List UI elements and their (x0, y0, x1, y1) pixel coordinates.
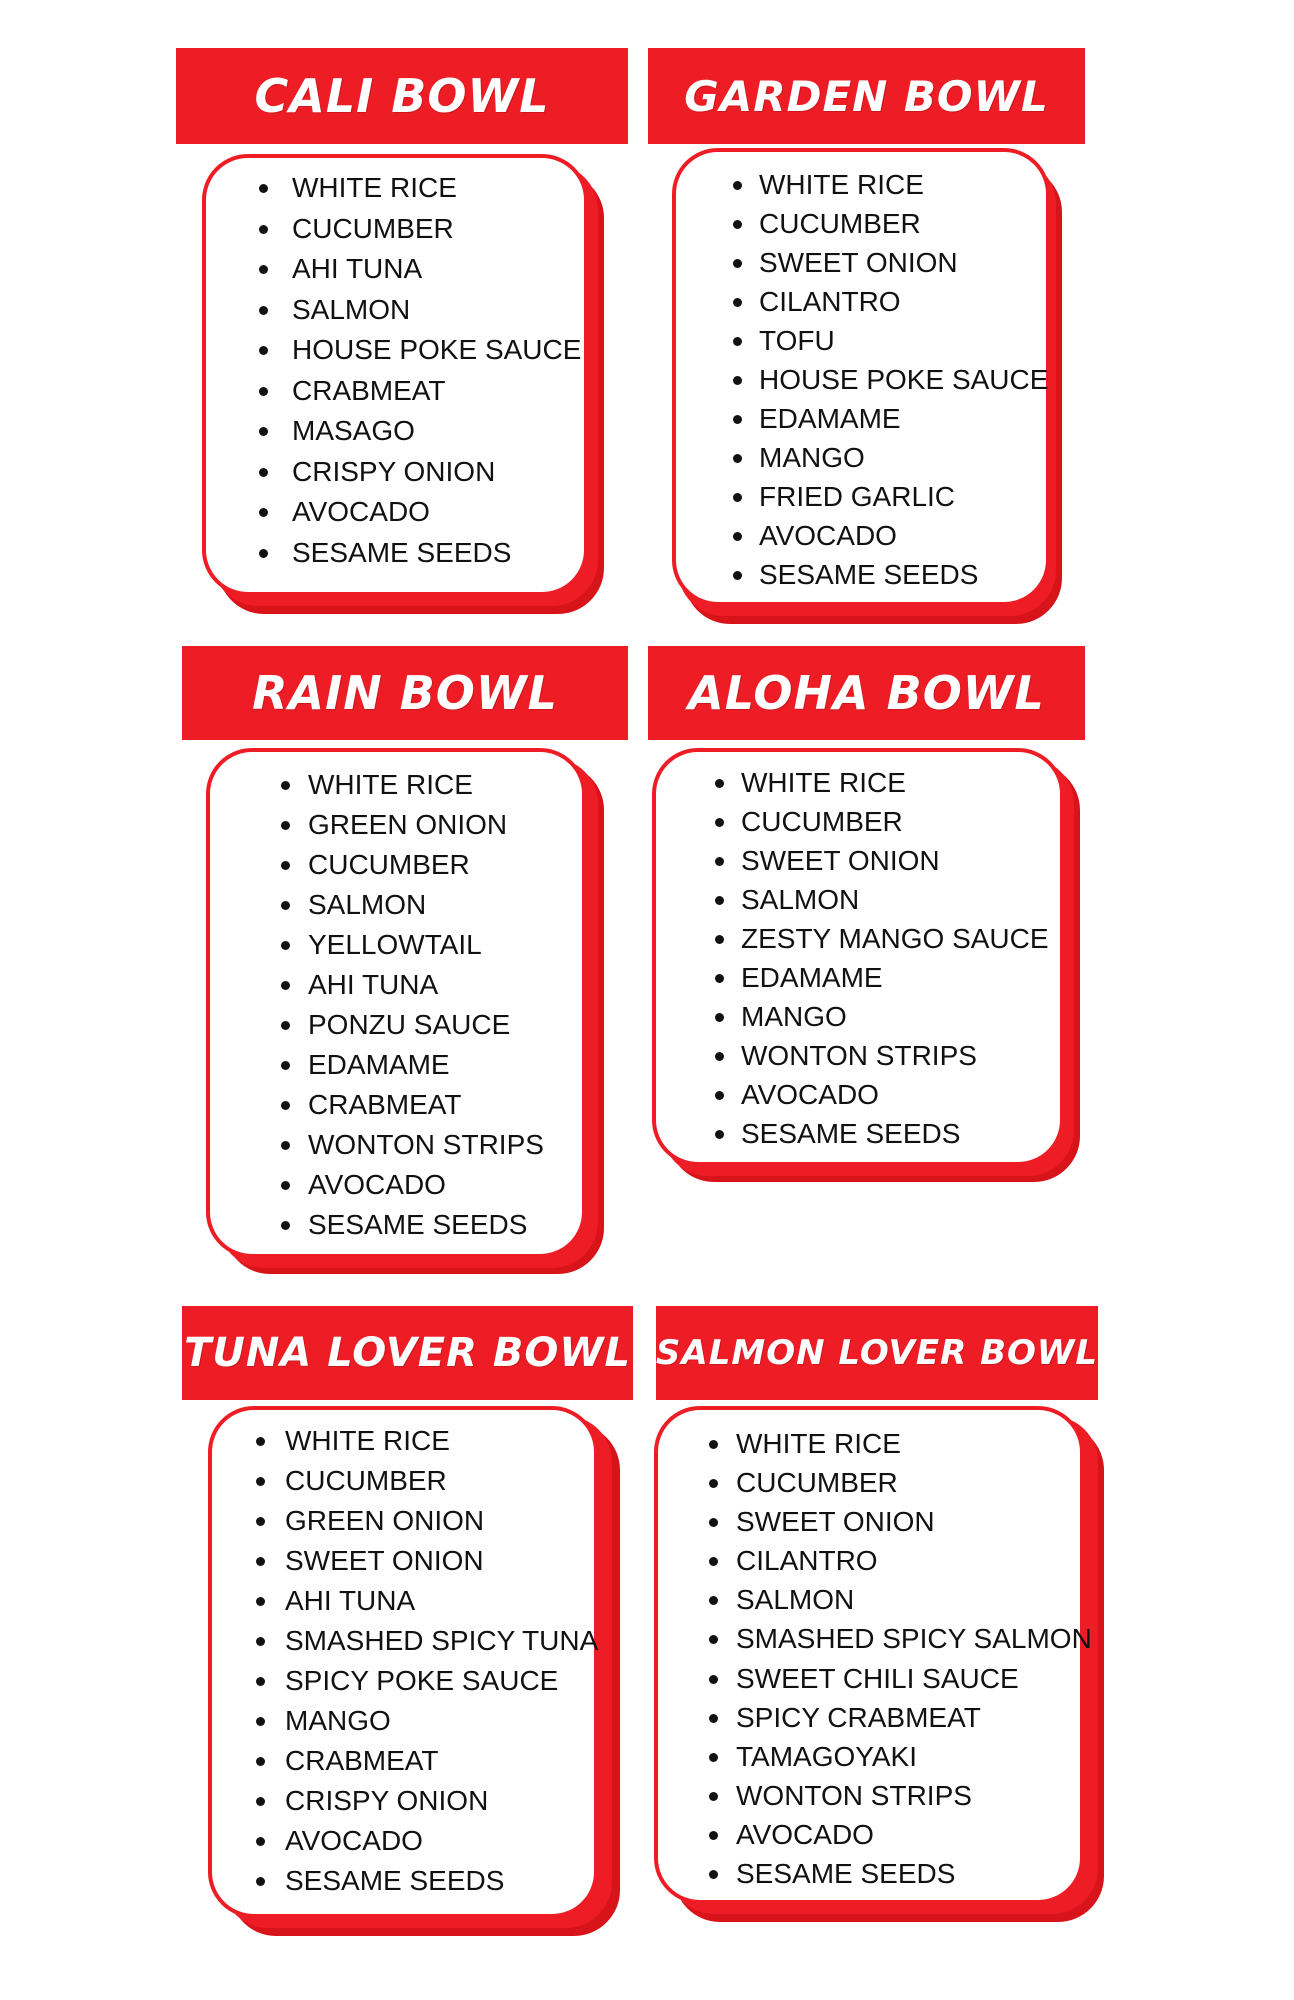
ingredient-item: SMASHED SPICY SALMON (736, 1625, 1092, 1664)
ingredient-item: SPICY CRABMEAT (736, 1704, 1092, 1743)
ingredient-item: CUCUMBER (308, 851, 544, 891)
ingredient-item: SESAME SEEDS (759, 561, 1048, 600)
ingredient-item: WHITE RICE (759, 171, 1048, 210)
ingredient-list (285, 1427, 598, 1907)
ingredient-item: WHITE RICE (292, 174, 581, 215)
ingredient-item: AVOCADO (292, 498, 581, 539)
ingredient-list (292, 174, 581, 579)
ingredient-item: SESAME SEEDS (292, 539, 581, 580)
ingredient-item: GREEN ONION (308, 811, 544, 851)
ingredient-item: HOUSE POKE SAUCE (292, 336, 581, 377)
ingredient-item: SWEET CHILI SAUCE (736, 1665, 1092, 1704)
ingredient-list (759, 171, 1048, 600)
ingredient-item: SALMON (292, 296, 581, 337)
ingredient-item: CRISPY ONION (292, 458, 581, 499)
ingredient-item: MANGO (741, 1003, 1049, 1042)
ingredient-item: WHITE RICE (308, 771, 544, 811)
bowl-title-banner (176, 48, 628, 144)
ingredient-item: MANGO (759, 444, 1048, 483)
bowl-title-banner (182, 1306, 633, 1400)
ingredient-item: AVOCADO (285, 1827, 598, 1867)
ingredient-item: EDAMAME (308, 1051, 544, 1091)
ingredient-item: EDAMAME (741, 964, 1049, 1003)
ingredient-item: AVOCADO (736, 1821, 1092, 1860)
ingredient-item: CRISPY ONION (285, 1787, 598, 1827)
ingredient-item: GREEN ONION (285, 1507, 598, 1547)
ingredient-item: WHITE RICE (736, 1430, 1092, 1469)
bowl-title: SALMON LOVER BOWL (655, 1333, 1099, 1373)
ingredient-item: WONTON STRIPS (308, 1131, 544, 1171)
ingredient-item: AHI TUNA (285, 1587, 598, 1627)
bowl-title: RAIN BOWL (252, 666, 558, 720)
ingredient-item: TOFU (759, 327, 1048, 366)
ingredient-item: SESAME SEEDS (285, 1867, 598, 1907)
ingredient-item: CRABMEAT (308, 1091, 544, 1131)
ingredient-item: CUCUMBER (741, 808, 1049, 847)
ingredient-item: SWEET ONION (736, 1508, 1092, 1547)
ingredient-list (741, 769, 1049, 1159)
ingredient-item: MANGO (285, 1707, 598, 1747)
ingredient-item: ZESTY MANGO SAUCE (741, 925, 1049, 964)
ingredient-item: SALMON (741, 886, 1049, 925)
ingredient-item: AHI TUNA (292, 255, 581, 296)
ingredient-item: SALMON (736, 1586, 1092, 1625)
ingredient-item: HOUSE POKE SAUCE (759, 366, 1048, 405)
ingredient-item: SWEET ONION (759, 249, 1048, 288)
ingredient-item: WHITE RICE (741, 769, 1049, 808)
ingredient-item: CILANTRO (736, 1547, 1092, 1586)
bowl-title-banner (656, 1306, 1098, 1400)
ingredient-item: WHITE RICE (285, 1427, 598, 1467)
ingredient-item: MASAGO (292, 417, 581, 458)
ingredient-item: EDAMAME (759, 405, 1048, 444)
ingredient-item: SESAME SEEDS (308, 1211, 544, 1251)
ingredient-item: CUCUMBER (292, 215, 581, 256)
ingredient-item: SESAME SEEDS (736, 1860, 1092, 1899)
ingredient-item: WONTON STRIPS (741, 1042, 1049, 1081)
ingredient-item: CUCUMBER (285, 1467, 598, 1507)
ingredient-item: SESAME SEEDS (741, 1120, 1049, 1159)
ingredient-item: CRABMEAT (292, 377, 581, 418)
ingredient-item: TAMAGOYAKI (736, 1743, 1092, 1782)
bowl-title-banner (648, 646, 1085, 740)
ingredient-item: CUCUMBER (759, 210, 1048, 249)
ingredient-item: CILANTRO (759, 288, 1048, 327)
ingredient-item: SWEET ONION (741, 847, 1049, 886)
bowl-title: ALOHA BOWL (688, 666, 1045, 720)
ingredient-item: WONTON STRIPS (736, 1782, 1092, 1821)
bowl-title: TUNA LOVER BOWL (184, 1330, 631, 1376)
ingredient-item: SWEET ONION (285, 1547, 598, 1587)
bowl-title-banner (182, 646, 628, 740)
ingredient-item: CUCUMBER (736, 1469, 1092, 1508)
ingredient-item: AHI TUNA (308, 971, 544, 1011)
ingredient-item: SALMON (308, 891, 544, 931)
ingredient-item: PONZU SAUCE (308, 1011, 544, 1051)
ingredient-item: FRIED GARLIC (759, 483, 1048, 522)
bowl-title-banner (648, 48, 1085, 144)
ingredient-item: AVOCADO (308, 1171, 544, 1211)
bowl-title: CALI BOWL (254, 69, 550, 123)
ingredient-list (308, 771, 544, 1251)
ingredient-item: CRABMEAT (285, 1747, 598, 1787)
ingredient-item: YELLOWTAIL (308, 931, 544, 971)
bowl-title: GARDEN BOWL (684, 71, 1049, 121)
ingredient-item: AVOCADO (759, 522, 1048, 561)
ingredient-list (736, 1430, 1092, 1899)
ingredient-item: AVOCADO (741, 1081, 1049, 1120)
ingredient-item: SPICY POKE SAUCE (285, 1667, 598, 1707)
ingredient-item: SMASHED SPICY TUNA (285, 1627, 598, 1667)
